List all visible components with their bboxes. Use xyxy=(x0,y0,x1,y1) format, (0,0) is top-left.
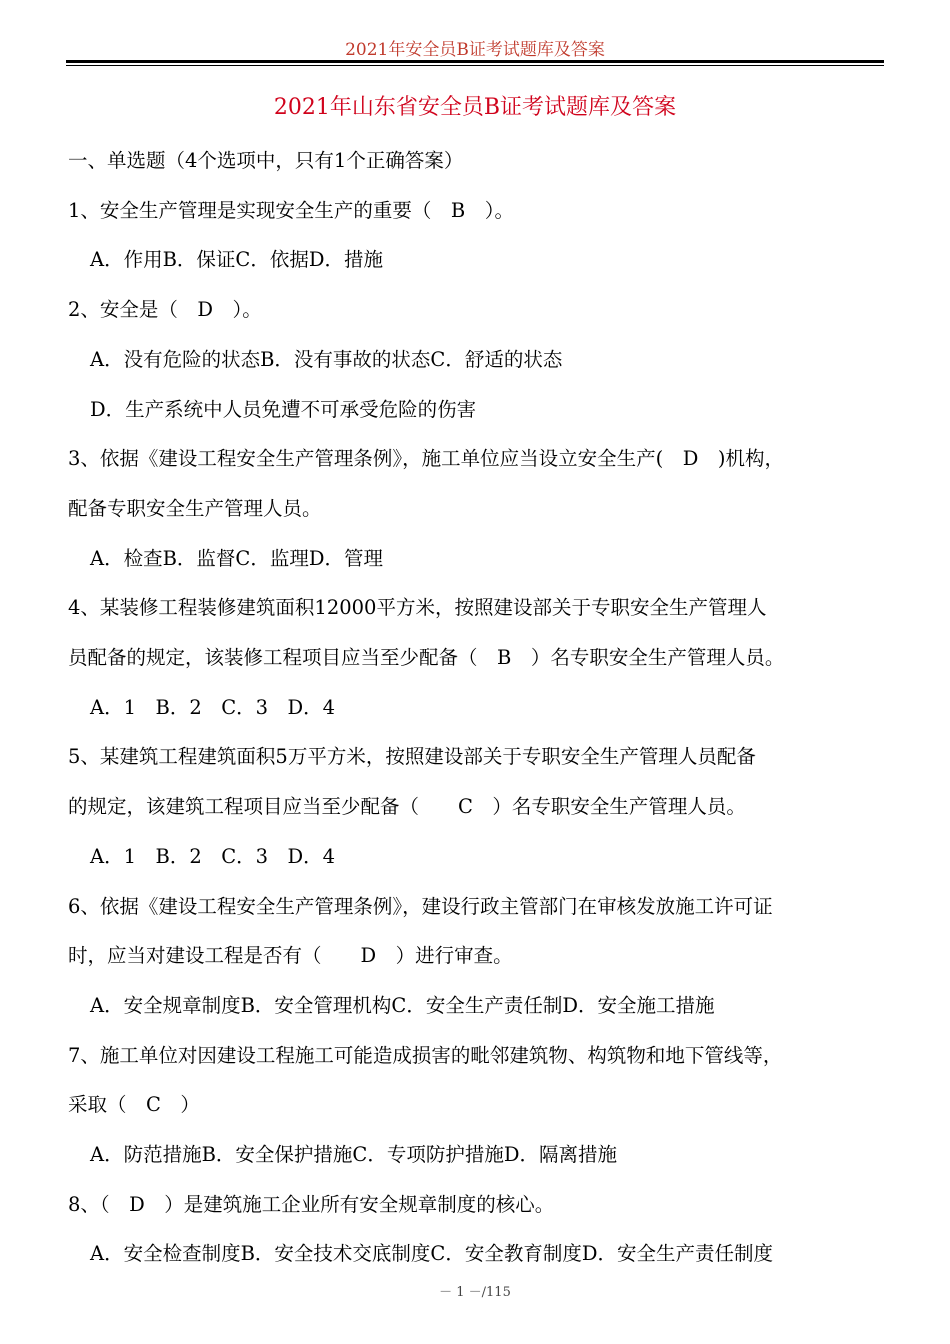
question-3-options: A．检查B．监督C．监理D．管理 xyxy=(90,546,383,570)
question-5-cont: 的规定，该建筑工程项目应当至少配备（ C ）名专职安全生产管理人员。 xyxy=(68,795,746,819)
question-2: 2、安全是（ D ）。 xyxy=(68,298,262,322)
question-7-cont: 采取（ C ） xyxy=(68,1093,200,1117)
question-3-cont: 配备专职安全生产管理人员。 xyxy=(68,496,322,520)
question-4-cont: 员配备的规定，该装修工程项目应当至少配备（ B ）名专职安全生产管理人员。 xyxy=(68,646,785,670)
question-3: 3、依据《建设工程安全生产管理条例》，施工单位应当设立安全生产( D )机构， xyxy=(68,447,785,471)
question-4: 4、某装修工程装修建筑面积12000平方米，按照建设部关于专职安全生产管理人 xyxy=(68,596,767,620)
page-number: － 1 －/115 xyxy=(439,1285,511,1300)
question-6: 6、依据《建设工程安全生产管理条例》，建设行政主管部门在审核发放施工许可证 xyxy=(68,894,773,918)
question-6-cont: 时，应当对建设工程是否有（ D ）进行审查。 xyxy=(68,944,513,968)
question-4-options: A．1 B．2 C．3 D．4 xyxy=(90,695,336,719)
question-2-options: A．没有危险的状态B．没有事故的状态C．舒适的状态 xyxy=(90,347,563,371)
page-header: 2021年安全员B证考试题库及答案 xyxy=(345,40,605,60)
question-8: 8、（ D ）是建筑施工企业所有安全规章制度的核心。 xyxy=(68,1192,555,1216)
question-7: 7、施工单位对因建设工程施工可能造成损害的毗邻建筑物、构筑物和地下管线等， xyxy=(68,1043,783,1067)
header-rule-thick xyxy=(66,60,884,63)
document-body xyxy=(68,136,883,1279)
question-5-options: A．1 B．2 C．3 D．4 xyxy=(90,844,336,868)
section-heading: 一、单选题（4个选项中，只有1个正确答案） xyxy=(68,149,464,172)
question-6-options: A．安全规章制度B．安全管理机构C．安全生产责任制D．安全施工措施 xyxy=(90,993,715,1017)
question-1: 1、安全生产管理是实现安全生产的重要（ B ）。 xyxy=(68,198,514,222)
question-1-options: A．作用B．保证C．依据D．措施 xyxy=(90,248,383,272)
question-7-options: A．防范措施B．安全保护措施C．专项防护措施D．隔离措施 xyxy=(90,1143,617,1167)
question-2-options-cont: D．生产系统中人员免遭不可承受危险的伤害 xyxy=(90,397,477,421)
question-5: 5、某建筑工程建筑面积5万平方米，按照建设部关于专职安全生产管理人员配备 xyxy=(68,745,756,769)
header-rule-thin xyxy=(66,65,884,66)
question-8-options: A．安全检查制度B．安全技术交底制度C．安全教育制度D．安全生产责任制度 xyxy=(90,1242,773,1266)
document-title: 2021年山东省安全员B证考试题库及答案 xyxy=(273,95,677,120)
